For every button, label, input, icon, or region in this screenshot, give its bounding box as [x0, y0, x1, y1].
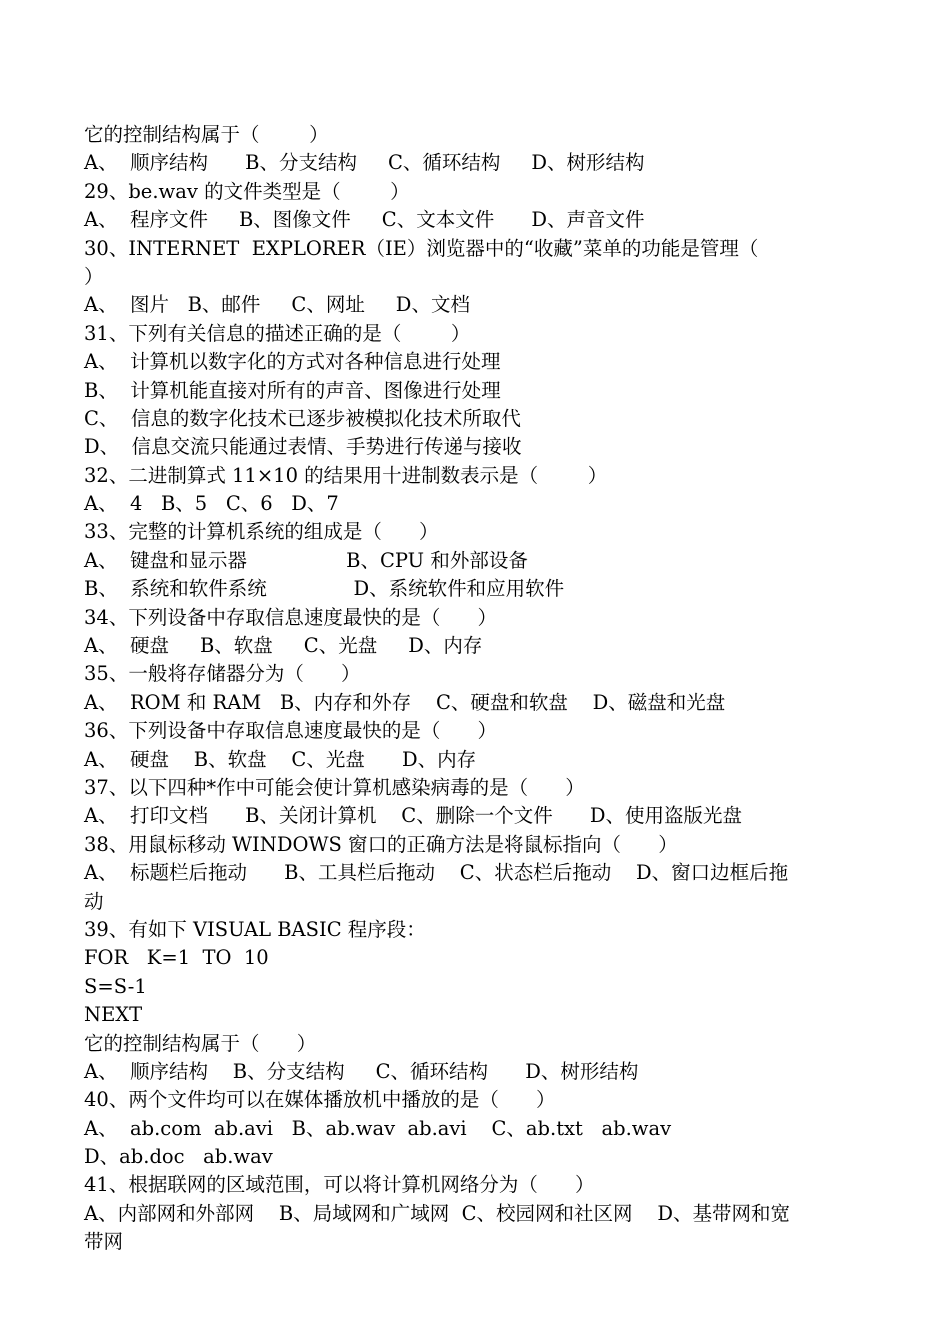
text-line: S=S-1 — [84, 974, 147, 998]
text-line: 30、INTERNET EXPLORER（IE）浏览器中的“收藏”菜单的功能是管理（ — [84, 236, 759, 260]
text-line: A、 硬盘 B、软盘 C、光盘 D、内存 — [84, 747, 477, 771]
text-line: C、 信息的数字化技术已逐步被模拟化技术所取代 — [84, 406, 521, 430]
text-line: A、 4 B、5 C、6 D、7 — [84, 492, 339, 516]
text-line: A、内部网和外部网 B、局域网和广域网 C、校园网和社区网 D、基带网和宽 — [84, 1201, 790, 1225]
text-line: A、 程序文件 B、图像文件 C、文本文件 D、声音文件 — [84, 208, 645, 232]
text-line: 35、一般将存储器分为（ ） — [84, 662, 361, 686]
text-line: 34、下列设备中存取信息速度最快的是（ ） — [84, 605, 498, 629]
text-line: 它的控制结构属于（ ） — [84, 123, 329, 146]
text-line: 38、用鼠标移动 WINDOWS 窗口的正确方法是将鼠标指向（ ） — [84, 832, 678, 856]
text-line: A、 计算机以数字化的方式对各种信息进行处理 — [84, 350, 501, 374]
text-line: B、 系统和软件系统 D、系统软件和应用软件 — [84, 577, 565, 601]
text-line: 37、以下四种*作中可能会使计算机感染病毒的是（ ） — [84, 775, 585, 799]
text-line: FOR K=1 TO 10 — [84, 946, 269, 970]
text-line: A、 图片 B、邮件 C、网址 D、文档 — [84, 293, 470, 317]
text-line: A、 ab.com ab.avi B、ab.wav ab.avi C、ab.txt ab.wav — [84, 1116, 672, 1140]
text-line: A、 标题栏后拖动 B、工具栏后拖动 C、状态栏后拖动 D、窗口边框后拖 — [84, 861, 789, 885]
text-line: A、 硬盘 B、软盘 C、光盘 D、内存 — [84, 634, 483, 658]
text-line: 29、be.wav 的文件类型是（ ） — [84, 179, 410, 203]
text-line: 39、有如下 VISUAL BASIC 程序段： — [84, 917, 426, 941]
text-line: 32、二进制算式 11×10 的结果用十进制数表示是（ ） — [84, 463, 608, 487]
text-line: NEXT — [84, 1003, 143, 1027]
text-line: A、 顺序结构 B、分支结构 C、循环结构 D、树形结构 — [84, 151, 645, 175]
text-line: A、 打印文档 B、关闭计算机 C、删除一个文件 D、使用盗版光盘 — [84, 804, 743, 828]
text-line: 36、下列设备中存取信息速度最快的是（ ） — [84, 719, 498, 743]
text-line: D、 信息交流只能通过表情、手势进行传递与接收 — [84, 435, 522, 459]
text-line: 带网 — [84, 1230, 124, 1254]
text-line: A、 ROM 和 RAM B、内存和外存 C、硬盘和软盘 D、磁盘和光盘 — [84, 690, 726, 714]
text-line: B、 计算机能直接对所有的声音、图像进行处理 — [84, 378, 501, 402]
text-line: 它的控制结构属于（ ） — [84, 1031, 317, 1055]
text-line: A、 顺序结构 B、分支结构 C、循环结构 D、树形结构 — [84, 1059, 639, 1083]
document-page — [84, 121, 864, 1257]
text-line: 40、两个文件均可以在媒体播放机中播放的是（ ） — [84, 1088, 556, 1112]
text-line: ） — [84, 264, 104, 288]
text-line: D、ab.doc ab.wav — [84, 1145, 273, 1169]
text-line: 31、下列有关信息的描述正确的是（ ） — [84, 321, 471, 345]
text-line: 33、完整的计算机系统的组成是（ ） — [84, 520, 439, 544]
text-line: 动 — [84, 889, 104, 913]
text-line: 41、根据联网的区域范围，可以将计算机网络分为（ ） — [84, 1173, 595, 1197]
text-line: A、 键盘和显示器 B、CPU 和外部设备 — [84, 548, 528, 572]
